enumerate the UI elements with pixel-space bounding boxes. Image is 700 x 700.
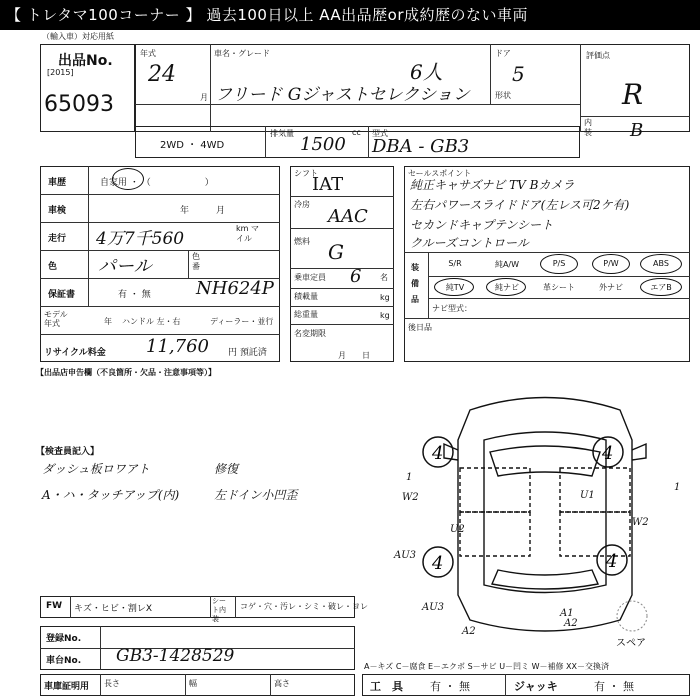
month-mark: 月 [200, 93, 208, 102]
sales-point-3: セカンドキャプテンシート [410, 218, 554, 232]
windshield [490, 446, 600, 476]
capacity-hand: 6人 [410, 60, 443, 84]
tire-rl-value: 4 [432, 553, 444, 574]
dealer-label[interactable]: ディーラー・並行 [210, 317, 274, 326]
recycle-unit: 円 預託済 [228, 348, 267, 358]
recycle-value: 11,760 [146, 336, 209, 357]
sales-point-1: 純正キャサズナビ TV Bカメラ [410, 178, 575, 192]
score-value: R [622, 78, 644, 111]
mark-a2-right: A2 [564, 618, 578, 629]
score-label: 評価点 [586, 51, 610, 60]
warranty-label: 保証書 [48, 290, 76, 300]
car-name-label: 車名・グレード [214, 49, 270, 58]
model-year-label: モデル年式 [44, 310, 68, 328]
mileage-unit: km マイル [236, 224, 259, 243]
tire-fl-value: 4 [432, 443, 444, 464]
dashed-area-1 [460, 468, 530, 512]
cooling-value: AAC [328, 206, 368, 227]
rear-window [492, 570, 598, 589]
warranty-value[interactable]: 有 ・ 無 [118, 290, 151, 300]
inspector-note-4: 左ドイン小凹歪 [214, 488, 298, 502]
mark-w2-left: W2 [402, 492, 419, 503]
dashed-area-2 [560, 468, 630, 512]
navi-type-label: ナビ型式： [432, 304, 472, 313]
weight-kg: kg [380, 311, 390, 320]
capacity-label: 乗車定員 [294, 273, 326, 282]
doors-label: ドア [495, 49, 511, 58]
lot-label: 出品No. [58, 53, 113, 69]
circle-tv [434, 278, 474, 296]
equip-pw: P/W [603, 259, 619, 268]
history-circle [112, 168, 144, 190]
fuel-value: G [328, 240, 344, 264]
history-value: 自家用 ・ （ ） [100, 178, 214, 188]
car-name: フリード Gジャストセレクション [215, 85, 470, 105]
history-label: 車歴 [48, 178, 67, 188]
model-year-value: 年 [104, 317, 112, 326]
cc-unit: cc [352, 128, 361, 137]
circle-abs [640, 254, 682, 274]
color-code: NH624P [196, 278, 274, 299]
chassis-label: 車台No. [46, 656, 82, 666]
lot-number: 65093 [44, 92, 114, 117]
tools-label: 工 具 [370, 680, 403, 693]
recycle-label: リサイクル料金 [44, 348, 106, 358]
shift-label: シフト [294, 169, 318, 178]
nenshiki-value: 24 [148, 62, 176, 87]
top-note: （輸入車）対応用紙 [42, 32, 114, 41]
capacity-unit: 名 [380, 273, 388, 282]
model-value: DBA - GB3 [372, 136, 470, 157]
sales-point-4: クルーズコントロール [410, 236, 529, 250]
mark-au3-bottom: AU3 [422, 602, 445, 613]
displacement-value: 1500 [300, 134, 346, 155]
exhibitor-note: 【出品店申告欄（不良箇所・欠品・注意事項等）】 [36, 368, 216, 377]
seat-label: シート内装 [212, 597, 226, 623]
sales-point-2: 左右パワースライドドア(左レス可2ケ有) [410, 198, 630, 212]
renew-label: 名変期限 [294, 329, 326, 338]
tire-rr-value: 4 [606, 551, 618, 572]
color-value: パール [98, 256, 152, 277]
equip-sr: S/R [448, 259, 462, 268]
reg-label: 登録No. [46, 634, 82, 644]
mileage-label: 走行 [48, 234, 67, 244]
load-label: 積載量 [294, 292, 318, 301]
mark-u2: U2 [450, 524, 465, 535]
inspector-note-2: A・ハ・タッチアップ(内) [42, 488, 180, 502]
drive-label[interactable]: 2WD ・ 4WD [160, 140, 225, 151]
inspection-value: 年 月 [180, 206, 226, 216]
circle-navi [486, 278, 526, 296]
equip-airbag: エアB [650, 283, 672, 292]
mark-a2-bottom: A2 [462, 626, 476, 637]
circle-pw [592, 254, 630, 274]
interior-label: 内装 [584, 118, 592, 137]
nenshiki-label: 年式 [140, 49, 156, 58]
banner: 【 トレタマ100コーナー 】 過去100日以上 AA出品歴or成約歴のない車両 [0, 0, 700, 30]
equip-ps: P/S [552, 259, 566, 268]
dashed-area-4 [560, 512, 630, 556]
dashed-area-3 [460, 512, 530, 556]
color-no-label: 色番 [192, 252, 200, 271]
equip-navi: 純ナビ [495, 283, 519, 292]
year-tag: [2015] [47, 68, 74, 77]
mark-au3-left: AU3 [394, 550, 417, 561]
seat-text: コゲ・穴・汚レ・シミ・破レ・ヨレ [240, 602, 368, 611]
inspector-note-1: ダッシュ板ロワアト [42, 462, 150, 476]
interior-value: B [630, 120, 644, 141]
car-diagram [394, 380, 690, 650]
inspector-note-3: 修復 [214, 462, 239, 476]
inspection-label: 車検 [48, 206, 67, 216]
damage-legend: A－キズ C－腐食 E－エクボ S－サビ U－凹ミ W－補修 XX－交換済 [364, 662, 610, 671]
cert-label: 車庫証明用 [44, 682, 90, 692]
equip-leather: 革シート [543, 283, 575, 292]
mark-u1: U1 [580, 490, 595, 501]
fw-label: FW [46, 601, 63, 611]
mirror-right [632, 444, 646, 460]
jack-value[interactable]: 有 ・ 無 [594, 680, 634, 693]
model-label: 型式 [372, 129, 388, 138]
spare-label: スペア [616, 638, 646, 649]
capacity-value: 6 [350, 266, 362, 287]
cert-height: 高さ [274, 679, 290, 688]
mark-a1: A1 [560, 608, 574, 619]
shift-value: IAT [312, 174, 344, 195]
equip-aw: 純A/W [494, 260, 520, 269]
displacement-label: 排気量 [270, 129, 294, 138]
equip-ext-navi: 外ナビ [599, 283, 623, 292]
load-kg: kg [380, 293, 390, 302]
circle-ps [540, 254, 578, 274]
mark-w2-right: W2 [632, 517, 649, 528]
cooling-label: 冷房 [294, 200, 310, 209]
equip-abs: ABS [653, 259, 669, 268]
chassis-value: GB3-1428529 [116, 646, 235, 666]
circle-airbag [640, 278, 682, 296]
mileage-value: 4万7千560 [96, 229, 185, 249]
equip-label: 装備品 [411, 263, 419, 304]
sales-point-label: セールスポイント [408, 169, 472, 178]
jack-label: ジャッキ [514, 680, 558, 693]
shape-label: 形状 [495, 91, 511, 100]
fw-text: キズ・ヒビ・割レX [74, 604, 152, 614]
cert-width: 幅 [189, 679, 197, 688]
mark-1-left: 1 [406, 472, 413, 483]
mirror-left [444, 444, 458, 460]
weight-label: 総重量 [294, 310, 318, 319]
inspector-label: 【検査員記入】 [36, 447, 100, 457]
color-label: 色 [48, 262, 58, 272]
fuel-label: 燃料 [294, 237, 310, 246]
renew-value: 月 日 [338, 351, 370, 360]
handle-label[interactable]: ハンドル 左・右 [122, 317, 181, 326]
doors-value: 5 [512, 62, 525, 86]
mark-1-right: 1 [674, 482, 681, 493]
tools-value[interactable]: 有 ・ 無 [430, 680, 470, 693]
cert-length: 長さ [104, 679, 120, 688]
tire-fr-value: 4 [602, 443, 614, 464]
post-label: 後日品 [408, 323, 432, 332]
left-block [40, 166, 280, 362]
equip-tv: 純TV [445, 283, 465, 292]
